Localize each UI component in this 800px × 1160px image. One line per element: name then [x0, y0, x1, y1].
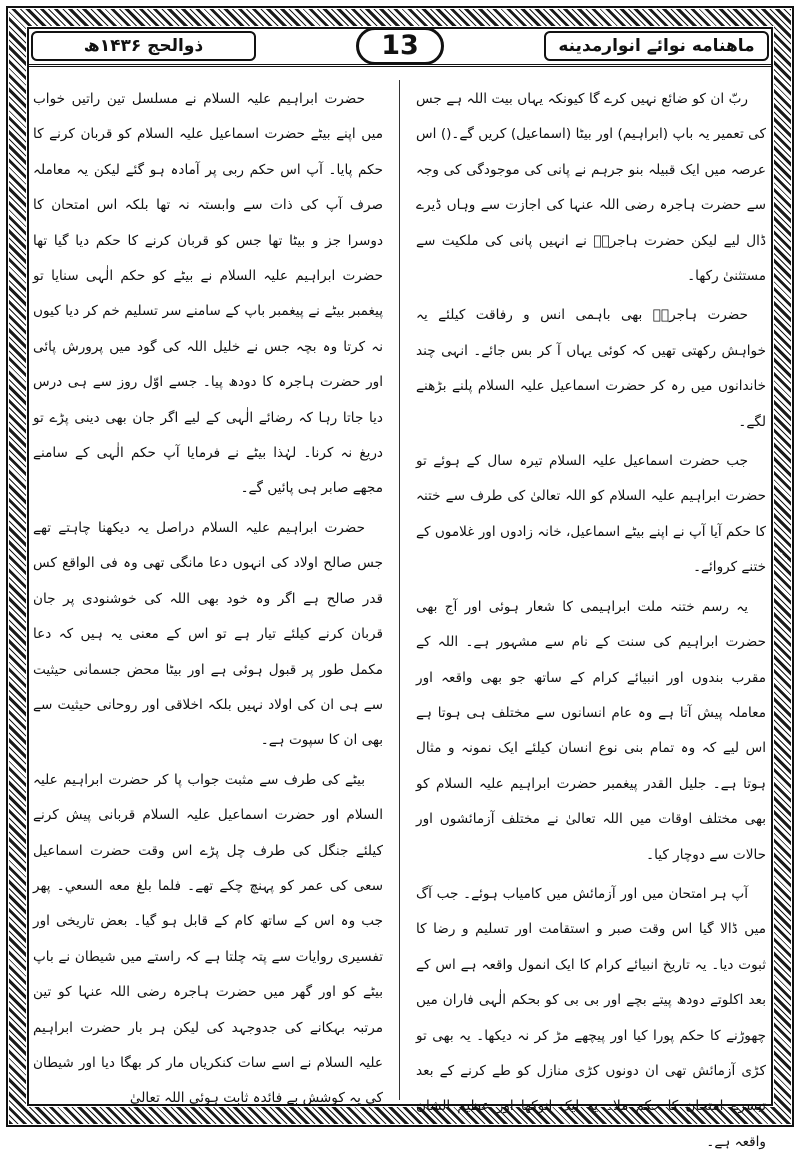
page-header [29, 29, 771, 67]
paragraph: جب حضرت اسماعیل علیہ السلام تیرہ سال کے ہوئے تو حضرت ابراہیم علیہ السلام کو اللہ تعالیٰ کی طرف سے ختنہ کا حکم آیا آپ نے اپنے بیٹے اسماعیل، خانہ زادوں اور غلاموں کے ختنے کروائے۔ [416, 453, 766, 576]
paragraph: ربّ ان کو ضائع نہیں کرے گا کیونکہ یہاں بیت اللہ ہے جس کی تعمیر یہ باپ (ابراہیم) اور بیٹا (اسماعیل) کریں گے۔() اس عرصہ میں ایک قبیلہ بنو جرہم نے پانی کی موجودگی کی وجہ سے حضرت ہاجرہ رضی اللہ عنہا کی اجازت سے وہاں ڈیرے ڈال لیے لیکن حضرت ہاجرہؓ نے انہیں پانی کی ملکیت سے مستثنیٰ رکھا۔ [416, 91, 766, 285]
article-column-left [33, 82, 383, 1107]
paragraph: آپ ہر امتحان میں اور آزمائش میں کامیاب ہوئے۔ جب آگ میں ڈالا گیا اس وقت صبر و استقامت اور تسلیم و رضا کا ثبوت دیا۔ یہ تاریخ انبیائے کرام کا ایک انمول واقعہ ہے اس کے بعد اکلوتے دودھ پیتے بچے اور بی بی کو بحکم الٰہی فاران میں چھوڑنے کا حکم پورا کیا اور پیچھے مڑ کر نہ دیکھا۔ یہ بھی تو کڑی آزمائش تھی ان دونوں کڑی منازل کو طے کرنے کے بعد تیسرے امتحان کا حکم ملا۔ یہ ایک انوکھا اور عظیم الشان واقعہ ہے۔ [416, 885, 766, 1150]
paragraph: بیٹے کی طرف سے مثبت جواب پا کر حضرت ابراہیم علیہ السلام اور حضرت اسماعیل علیہ السلام قربانی پیش کرنے کیلئے جنگل کی طرف چل پڑے اس وقت حضرت اسماعیل سعی کی عمر کو پہنچ چکے تھے۔ فلما بلغ معه السعي۔ پھر جب وہ اس کے ساتھ کام کے قابل ہو گیا۔ بعض تاریخی اور تفسیری روایات سے پتہ چلتا ہے کہ راستے میں شیطان نے باپ بیٹے کو اور گھر میں حضرت ہاجرہ رضی اللہ عنہا کو تین مرتبہ بہکانے کی جدوجہد کی لیکن ہر بار حضرت ابراہیم علیہ السلام نے اسے سات کنکریاں مار کر بھگا دیا اور شیطان کی یہ کوشش بے فائدہ ثابت ہوئی اللہ تعالیٰ [33, 771, 383, 1107]
page-number: 13 [356, 27, 444, 65]
column-divider [399, 80, 400, 1100]
paragraph: حضرت ہاجرہؓ بھی باہمی انس و رفاقت کیلئے یہ خواہش رکھتی تھیں کہ کوئی یہاں آ کر بس جائے۔ انہی چند خاندانوں میں رہ کر حضرت اسماعیل علیہ السلام پلنے بڑھنے لگے۔ [416, 307, 766, 430]
paragraph: یہ رسم ختنہ ملت ابراہیمی کا شعار ہوئی اور آج بھی حضرت ابراہیم کی سنت کے نام سے مشہور ہے۔ اللہ کے مقرب بندوں اور انبیائے کرام کے ساتھ جو بھی واقعہ اور معاملہ پیش آتا ہے وہ عام انسانوں سے مختلف ہی ہوتا ہے اس لیے کہ وہ تمام بنی نوع انسان کیلئے ایک نمونہ و مثال ہوتا ہے۔ جلیل القدر پیغمبر حضرت ابراہیم علیہ السلام کو بھی مختلف اوقات میں اللہ تعالیٰ نے مختلف آزمائشوں اور حالات سے دوچار کیا۔ [416, 598, 766, 863]
magazine-title: ماهنامه نوائے انوارمدینه [544, 31, 769, 61]
paragraph: حضرت ابراہیم علیہ السلام دراصل یہ دیکھنا چاہتے تھے جس صالح اولاد کی انہوں دعا مانگی تھی وہ فی الواقع کس قدر صالح ہے اگر وہ خود بھی اللہ کی خوشنودی پر جان قربان کرنے کیلئے تیار ہے تو اس کے معنی یہ ہیں کہ دعا مکمل طور پر قبول ہوئی ہے اور بیٹا محض جسمانی حیثیت سے ہی ان کی اولاد نہیں بلکہ اخلاقی اور روحانی حیثیت سے بھی ان کا سپوت ہے۔ [33, 519, 383, 749]
paragraph: حضرت ابراہیم علیہ السلام نے مسلسل تین راتیں خواب میں اپنے بیٹے حضرت اسماعیل علیہ السلام کو قربان کرنے کا حکم پایا۔ آپ اس حکم ربی پر آمادہ ہو گئے لیکن یہ معاملہ صرف آپ کی ذات سے وابستہ نہ تھا بلکہ اس امتحان کا دوسرا جز و بیٹا تھا جس کو قربان کرنے کا حکم دیا گیا تھا حضرت ابراہیم علیہ السلام نے بیٹے کو حکم الٰہی سنایا تو پیغمبر بیٹے نے پیغمبر باپ کے سامنے سر تسلیم خم کر دیا کیوں نہ کرتا وہ بچہ جس نے خلیل اللہ کی گود میں پرورش پائی اور حضرت ہاجرہ کا دودھ پیا۔ جسے اوّل روز سے ہی درس دیا جاتا رہا کہ رضائے الٰہی کے لیے اگر جان بھی دینی پڑے تو دریغ نہ کرنا۔ لہٰذا بیٹے نے فرمایا آپ حکم الٰہی کے سامنے مجھے صابر ہی پائیں گے۔ [33, 91, 383, 497]
issue-date: ذوالحج ۱۴۳۶ھ [31, 31, 256, 61]
article-column-right [416, 82, 766, 1150]
